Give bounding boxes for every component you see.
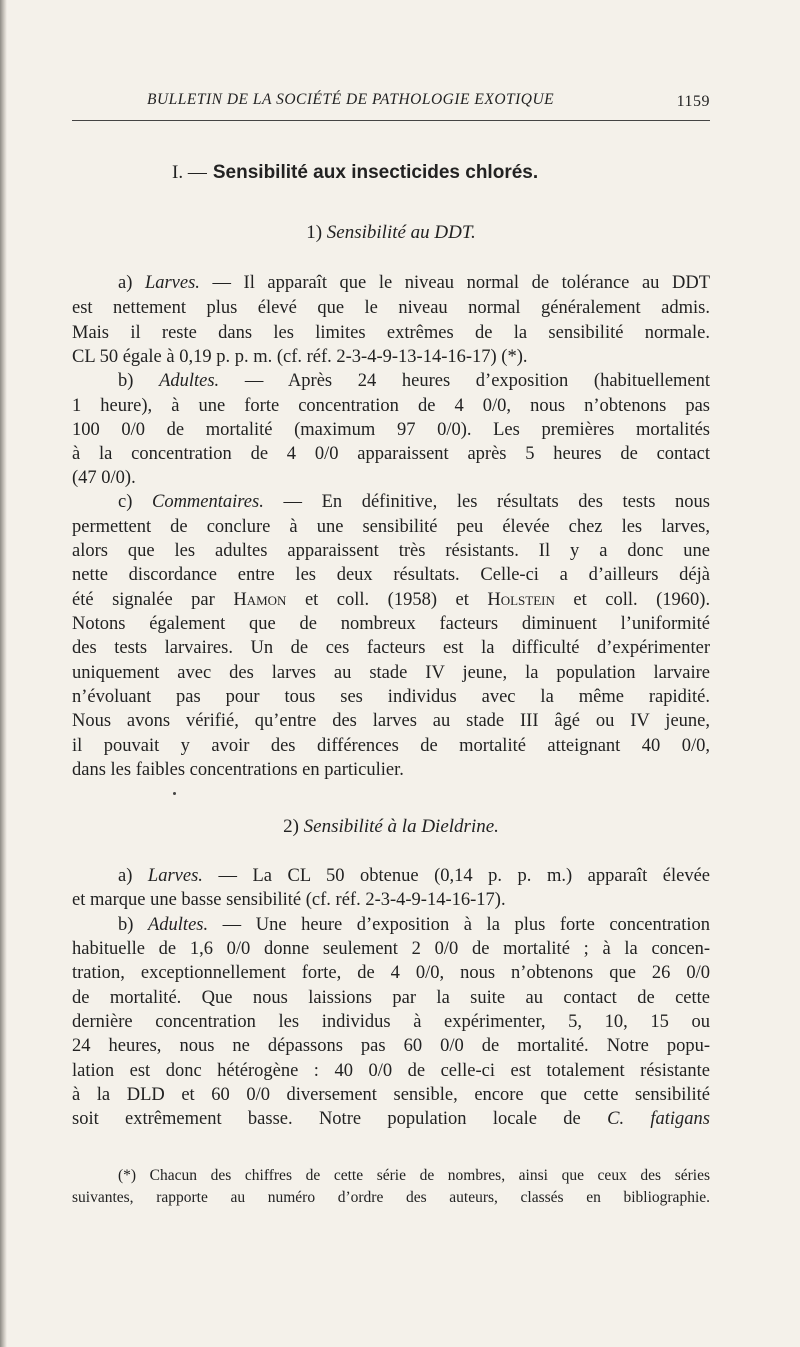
- paragraph-line: de mortalité. Que nous laissions par la suite au contact de cette: [72, 988, 710, 1008]
- paragraph-line: 24 heures, nous ne dépassons pas 60 0/0 de mortalité. Notre popu-: [72, 1036, 710, 1056]
- paragraph-line: nette discordance entre les deux résultats. Celle-ci a d’ailleurs déjà: [72, 565, 710, 585]
- paragraph-line: été signalée par Hamon et coll. (1958) et Holstein et coll. (1960).: [72, 590, 711, 610]
- paragraph-line: dans les faibles concentrations en particulier.: [72, 760, 404, 780]
- species-name: C. fatigans: [607, 1109, 711, 1129]
- page-number: 1159: [676, 93, 710, 110]
- author-name: Hamon: [233, 590, 287, 610]
- paragraph-line: CL 50 égale à 0,19 p. p. m. (cf. réf. 2-3-4-9-13-14-16-17) (*).: [72, 347, 528, 367]
- paragraph-line: soit extrêmement basse. Notre population locale de C. fatigans: [72, 1109, 711, 1129]
- paragraph-line: permettent de conclure à une sensibilité peu élevée chez les larves,: [72, 517, 710, 537]
- paragraph-line: il pouvait y avoir des différences de mortalité atteignant 40 0/0,: [72, 736, 710, 756]
- paragraph-line: à la concentration de 4 0/0 apparaissent après 5 heures de contact: [72, 444, 710, 464]
- author-name: Holstein: [487, 590, 555, 610]
- section-number: I. —: [172, 162, 207, 183]
- journal-title: BULLETIN DE LA SOCIÉTÉ DE PATHOLOGIE EXOTIQUE: [147, 91, 555, 108]
- stray-dot: [173, 792, 176, 795]
- paragraph-line: b) Adultes. — Après 24 heures d’exposition (habituellement: [118, 371, 711, 391]
- footnote-line: suivantes, rapporte au numéro d’ordre des auteurs, classés en bibliographie.: [72, 1189, 710, 1206]
- paragraph-line: lation est donc hétérogène : 40 0/0 de celle-ci est totalement résistante: [72, 1061, 710, 1081]
- paragraph-line: Nous avons vérifié, qu’entre des larves au stade III âgé ou IV jeune,: [72, 711, 710, 731]
- header-rule: [72, 120, 710, 121]
- paragraph-line: 100 0/0 de mortalité (maximum 97 0/0). Les premières mortalités: [72, 420, 710, 440]
- running-head: [72, 91, 710, 113]
- paragraph-line: à la DLD et 60 0/0 diversement sensible, encore que cette sensibilité: [72, 1085, 710, 1105]
- paragraph-line: uniquement avec des larves au stade IV jeune, la population larvaire: [72, 663, 710, 683]
- paragraph-line: a) Larves. — Il apparaît que le niveau normal de tolérance au DDT: [118, 273, 710, 293]
- page-binding-shadow: [0, 0, 7, 1347]
- paragraph-line: 1 heure), à une forte concentration de 4 0/0, nous n’obtenons pas: [72, 396, 710, 416]
- section-heading: Sensibilité aux insecticides chlorés.: [212, 162, 539, 183]
- paragraph-line: (47 0/0).: [72, 468, 136, 488]
- paragraph-line: dernière concentration les individus à expérimenter, 5, 10, 15 ou: [72, 1012, 710, 1032]
- paragraph-line: n’évoluant pas pour tous ses individus avec la même rapidité.: [72, 687, 710, 707]
- paragraph-line: Mais il reste dans les limites extrêmes de la sensibilité normale.: [72, 323, 710, 343]
- paragraph-line: est nettement plus élevé que le niveau normal généralement admis.: [72, 298, 710, 318]
- subsection-heading-ddt: 1) Sensibilité au DDT.: [306, 222, 476, 243]
- section-title: [172, 161, 538, 184]
- paragraph-line: des tests larvaires. Un de ces facteurs est la difficulté d’expérimenter: [72, 638, 710, 658]
- paragraph-line: et marque une basse sensibilité (cf. réf. 2-3-4-9-14-16-17).: [72, 890, 506, 910]
- subsection-heading-dieldrine: 2) Sensibilité à la Dieldrine.: [283, 816, 499, 837]
- footnote-line: (*) Chacun des chiffres de cette série de nombres, ainsi que ceux des séries: [118, 1167, 710, 1184]
- paragraph-line: a) Larves. — La CL 50 obtenue (0,14 p. p. m.) apparaît élevée: [118, 866, 710, 886]
- paragraph-line: habituelle de 1,6 0/0 donne seulement 2 0/0 de mortalité ; à la concen-: [72, 939, 710, 959]
- paragraph-line: tration, exceptionnellement forte, de 4 0/0, nous n’obtenons que 26 0/0: [72, 963, 710, 983]
- paragraph-line: b) Adultes. — Une heure d’exposition à la plus forte concentration: [118, 915, 711, 935]
- paragraph-line: alors que les adultes apparaissent très résistants. Il y a donc une: [72, 541, 710, 561]
- paragraph-line: Notons également que de nombreux facteurs diminuent l’uniformité: [72, 614, 710, 634]
- paragraph-line: c) Commentaires. — En définitive, les résultats des tests nous: [118, 492, 710, 512]
